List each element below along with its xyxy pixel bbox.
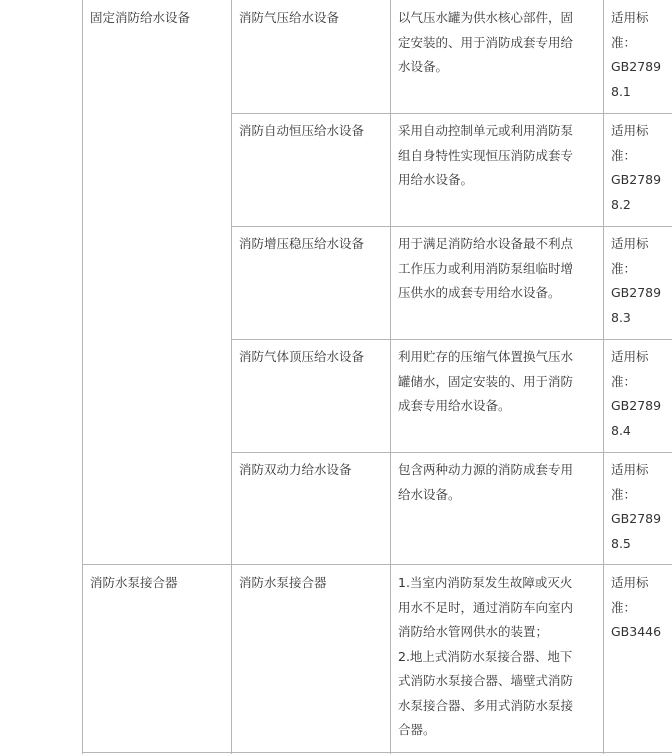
standard-line: 准： bbox=[611, 373, 637, 389]
standard-line: 8.2 bbox=[611, 196, 631, 212]
description-line: 罐储水，固定安装的、用于消防 bbox=[398, 373, 574, 389]
description-cell bbox=[398, 232, 600, 306]
description-line: 用给水设备。 bbox=[398, 172, 474, 187]
standard-cell bbox=[611, 345, 671, 443]
description-line: 式消防水泵接合器、墙壁式消防 bbox=[398, 673, 574, 688]
standard-line: 准： bbox=[611, 147, 637, 163]
row-divider-5 bbox=[82, 564, 672, 565]
description-cell bbox=[398, 458, 600, 507]
description-line: 采用自动控制单元或利用消防泵 bbox=[398, 123, 574, 138]
standard-line: 适用标 bbox=[611, 236, 649, 251]
description-line: 给水设备。 bbox=[398, 486, 461, 502]
description-line: 1.当室内消防泵发生故障或灭火 bbox=[398, 575, 573, 590]
standard-cell bbox=[611, 232, 671, 330]
standard-line: 适用标 bbox=[611, 10, 649, 25]
description-cell bbox=[398, 119, 600, 193]
standard-line: GB3446 bbox=[611, 624, 662, 639]
standard-line: 8.5 bbox=[611, 535, 631, 551]
standard-line: 8.3 bbox=[611, 309, 631, 325]
description-line: 水泵接合器、多用式消防水泵接 bbox=[398, 697, 574, 713]
standard-cell bbox=[611, 6, 671, 104]
table-border-left bbox=[82, 0, 83, 754]
equipment-name-cell bbox=[239, 458, 387, 483]
standard-line: 适用标 bbox=[611, 462, 649, 477]
standard-line: GB2789 bbox=[611, 511, 662, 526]
standard-line: 8.4 bbox=[611, 422, 631, 438]
standard-line: 适用标 bbox=[611, 349, 649, 364]
description-line: 用水不足时，通过消防车向室内 bbox=[398, 599, 574, 615]
standard-line: GB2789 bbox=[611, 172, 662, 187]
description-line: 成套专用给水设备。 bbox=[398, 398, 511, 413]
description-line: 包含两种动力源的消防成套专用 bbox=[398, 462, 574, 477]
category-text: 消防水泵接合器 bbox=[90, 575, 178, 590]
description-line: 组自身特性实现恒压消防成套专 bbox=[398, 147, 574, 163]
standard-line: 适用标 bbox=[611, 123, 649, 138]
equipment-name: 消防气压给水设备 bbox=[239, 10, 340, 25]
standard-line: 准： bbox=[611, 34, 637, 50]
description-line: 利用贮存的压缩气体置换气压水 bbox=[398, 349, 574, 364]
row-divider-3 bbox=[231, 339, 672, 340]
row-divider-4 bbox=[231, 452, 672, 453]
equipment-name: 消防气体顶压给水设备 bbox=[239, 349, 365, 364]
description-line: 消防给水管网供水的装置； bbox=[398, 624, 549, 639]
standard-cell bbox=[611, 458, 671, 556]
standard-line: GB2789 bbox=[611, 59, 662, 74]
standard-line: 准： bbox=[611, 486, 637, 502]
standard-line: GB2789 bbox=[611, 285, 662, 300]
category-text: 固定消防给水设备 bbox=[90, 10, 191, 25]
equipment-name-cell bbox=[239, 345, 387, 370]
category-cell bbox=[90, 6, 228, 31]
equipment-name-cell bbox=[239, 232, 387, 257]
equipment-name: 消防双动力给水设备 bbox=[239, 462, 352, 477]
description-line: 以气压水罐为供水核心部件，固 bbox=[398, 10, 574, 25]
equipment-name: 消防增压稳压给水设备 bbox=[239, 236, 365, 251]
standard-cell bbox=[611, 119, 671, 217]
description-line: 压供水的成套专用给水设备。 bbox=[398, 285, 561, 300]
description-cell bbox=[398, 6, 600, 80]
standard-cell bbox=[611, 571, 671, 645]
equipment-name: 消防自动恒压给水设备 bbox=[239, 123, 365, 138]
table-border-bottom bbox=[82, 752, 672, 753]
standard-line: 准： bbox=[611, 260, 637, 276]
description-line: 用于满足消防给水设备最不利点 bbox=[398, 236, 574, 251]
equipment-name-cell bbox=[239, 119, 387, 144]
row-divider-2 bbox=[231, 226, 672, 227]
description-cell bbox=[398, 571, 600, 743]
standard-line: 8.1 bbox=[611, 83, 631, 99]
description-line: 2.地上式消防水泵接合器、地下 bbox=[398, 648, 573, 664]
equipment-name-cell bbox=[239, 571, 387, 596]
description-cell bbox=[398, 345, 600, 419]
description-line: 合器。 bbox=[398, 722, 436, 737]
equipment-name-cell bbox=[239, 6, 387, 31]
standard-line: 适用标 bbox=[611, 575, 649, 590]
standard-line: GB2789 bbox=[611, 398, 662, 413]
description-line: 水设备。 bbox=[398, 59, 449, 74]
standard-line: 准： bbox=[611, 599, 637, 615]
description-line: 工作压力或利用消防泵组临时增 bbox=[398, 260, 574, 276]
category-cell bbox=[90, 571, 228, 596]
row-divider-1 bbox=[231, 113, 672, 114]
description-line: 定安装的、用于消防成套专用给 bbox=[398, 34, 574, 50]
equipment-name: 消防水泵接合器 bbox=[239, 575, 327, 590]
